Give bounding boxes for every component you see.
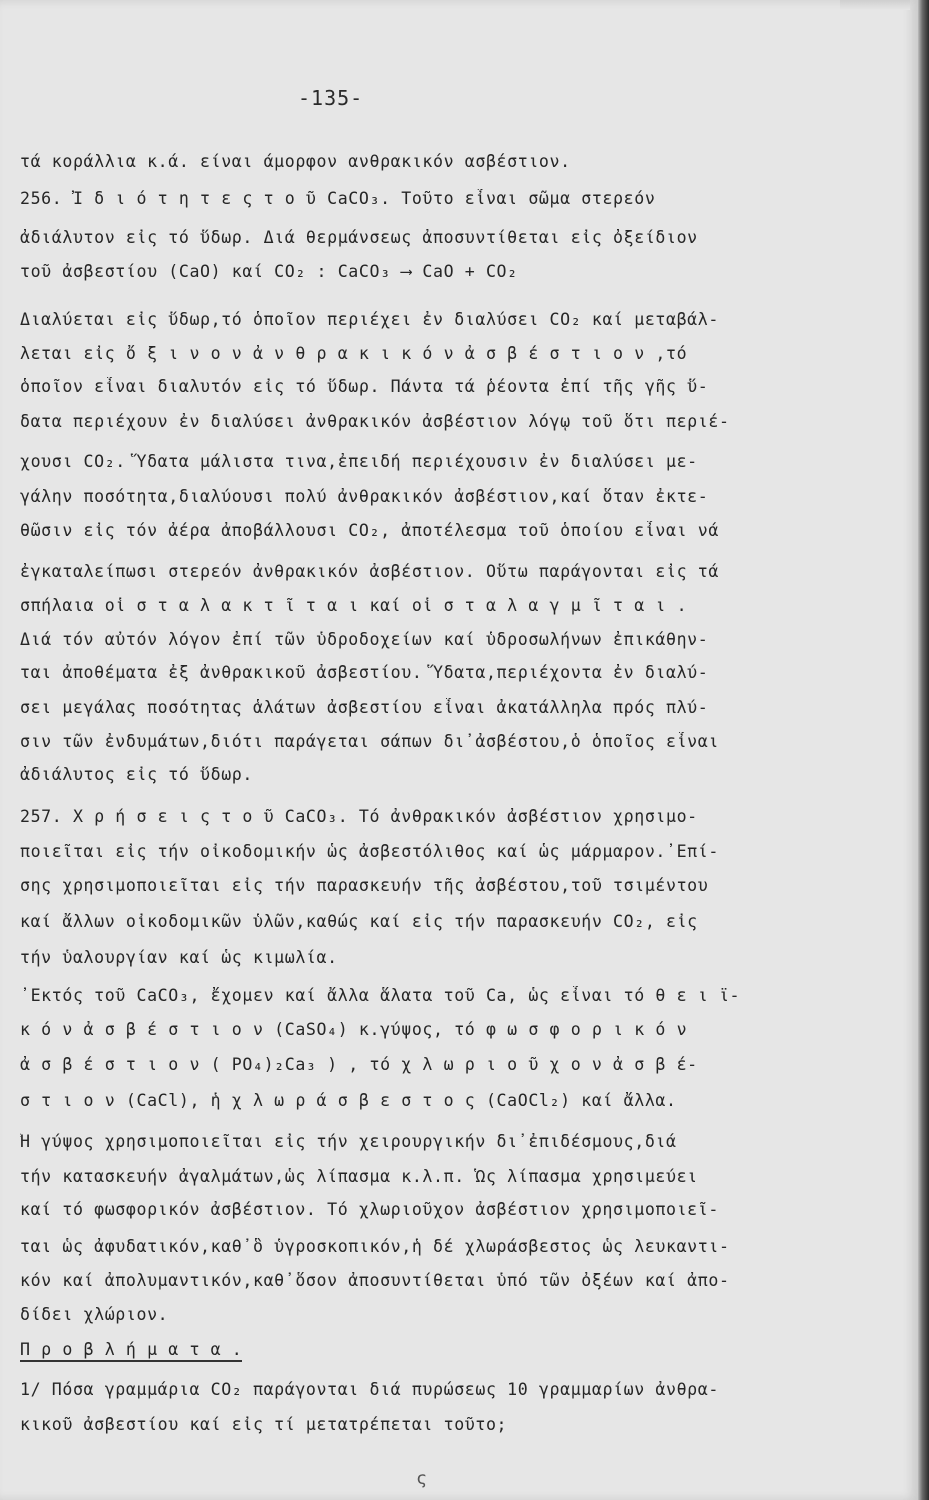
text-line: δίδει χλώριον. <box>20 1305 169 1324</box>
text-line: κ ό ν ἀ σ β έ σ τ ι ο ν (CaSO₄) κ.γύψος, τό φ ω σ φ ο ρ ι κ ό ν <box>20 1020 688 1039</box>
text-line: ἀδιάλυτος εἰς τό ὕδωρ. <box>20 765 253 784</box>
text-line: θῶσιν εἰς τόν ἀέρα ἀποβάλλουσι CO₂, ἀποτέλεσμα τοῦ ὁποίου εἶναι νά <box>20 521 719 540</box>
text-line: γάλην ποσότητα,διαλύουσι πολύ ἀνθρακικόν ἀσβέστιον,καί ὅταν ἐκτε- <box>20 487 709 506</box>
text-line: κόν καί ἀπολυμαντικόν,καθ᾽ὅσον ἀποσυντίθεται ὑπό τῶν ὀξέων καί ἀπο- <box>20 1271 730 1290</box>
page-edge-shadow <box>918 0 929 1500</box>
problem-line: κικοῦ ἀσβεστίου καί εἰς τί μετατρέπεται τοῦτο; <box>20 1415 508 1434</box>
text-line: ἀ σ β έ σ τ ι ο ν ( PO₄)₂Ca₃ ) , τό χ λ ω ρ ι ο ῦ χ ο ν ἀ σ β έ- <box>20 1055 698 1074</box>
text-line: χουσι CO₂. Ὕδατα μάλιστα τινα,ἐπειδή περιέχουσιν ἐν διαλύσει με- <box>20 452 698 471</box>
text-line: σπήλαια οἱ σ τ α λ α κ τ ῖ τ α ι καί οἱ σ τ α λ α γ μ ῖ τ α ι . <box>20 596 688 615</box>
page-number: -135- <box>298 86 364 110</box>
text-line: ποιεῖται εἰς τήν οἰκοδομικήν ὡς ἀσβεστόλιθος καί ὡς μάρμαρον.᾽Επί- <box>20 842 719 861</box>
text-line: τήν κατασκευήν ἀγαλμάτων,ὡς λίπασμα κ.λ.π. Ὡς λίπασμα χρησιμεύει <box>20 1167 698 1186</box>
text-line: Διά τόν αὐτόν λόγον ἐπί τῶν ὑδροδοχείων καί ὑδροσωλήνων ἐπικάθην- <box>20 630 709 649</box>
text-line: σει μεγάλας ποσότητας ἁλάτων ἀσβεστίου εἶναι ἀκατάλληλα πρός πλύ- <box>20 698 709 717</box>
text-line: ται ἀποθέματα ἐξ ἀνθρακικοῦ ἀσβεστίου. Ὕδατα,περιέχοντα ἐν διαλύ- <box>20 663 709 682</box>
text-line: ται ὡς ἀφυδατικόν,καθ᾽ὃ ὑγροσκοπικόν,ἡ δέ χλωράσβεστος ὡς λευκαντι- <box>20 1237 730 1256</box>
text-line: ἀδιάλυτον εἰς τό ὕδωρ. Διά θερμάνσεως ἀποσυντίθεται εἰς ὀξείδιον <box>20 228 698 247</box>
text-line: σης χρησιμοποιεῖται εἰς τήν παρασκευήν τῆς ἀσβέστου,τοῦ τσιμέντου <box>20 876 709 895</box>
text-line: σιν τῶν ἐνδυμάτων,διότι παράγεται σάπων δι᾽ἀσβέστου,ὁ ὁποῖος εἶναι <box>20 732 719 751</box>
page-corner <box>840 0 910 10</box>
text-line: δατα περιέχουν ἐν διαλύσει ἀνθρακικόν ἀσβέστιον λόγῳ τοῦ ὅτι περιέ- <box>20 412 730 431</box>
text-line: καί ἄλλων οἰκοδομικῶν ὑλῶν,καθώς καί εἰς τήν παρασκευήν CO₂, εἰς <box>20 912 698 931</box>
text-line: τήν ὑαλουργίαν καί ὡς κιμωλία. <box>20 948 338 967</box>
text-line: λεται εἰς ὄ ξ ι ν ο ν ἀ ν θ ρ α κ ι κ ό ν ἀ σ β έ σ τ ι ο ν ,τό <box>20 344 688 363</box>
text-line: τά κοράλλια κ.ά. είναι άμορφον ανθρακικόν ασβέστιον. <box>20 152 571 171</box>
text-line: σ τ ι ο ν (CaCl), ἡ χ λ ω ρ ά σ β ε σ τ ο ς (CaOCl₂) καί ἄλλα. <box>20 1091 677 1110</box>
problems-heading: Π ρ ο β λ ή μ α τ α . <box>20 1340 242 1362</box>
equation-line: τοῦ ἀσβεστίου (CaO) καί CO₂ : CaCO₃ ⟶ CaO + CO₂ <box>20 262 518 281</box>
text-line: ὁποῖον εἶναι διαλυτόν εἰς τό ὕδωρ. Πάντα τά ῥέοντα ἐπί τῆς γῆς ὕ- <box>20 377 709 396</box>
text-line: καί τό φωσφορικόν ἀσβέστιον. Τό χλωριοῦχον ἀσβέστιον χρησιμοποιεῖ- <box>20 1200 719 1219</box>
footer-mark: ς <box>416 1468 427 1489</box>
problem-line: 1/ Πόσα γραμμάρια CO₂ παράγονται διά πυρώσεως 10 γραμμαρίων ἀνθρα- <box>20 1380 719 1399</box>
section-heading-257: 257. Χ ρ ή σ ε ι ς τ ο ῦ CaCO₃. Τό ἀνθρακικόν ἀσβέστιον χρησιμο- <box>20 807 698 826</box>
text-line: ἐγκαταλείπωσι στερεόν ἀνθρακικόν ἀσβέστιον. Οὕτω παράγονται εἰς τά <box>20 562 719 581</box>
section-heading-256: 256. Ἰ δ ι ό τ η τ ε ς τ ο ῦ CaCO₃. Τοῦτο εἶναι σῶμα στερεόν <box>20 189 656 208</box>
text-line: Ἡ γύψος χρησιμοποιεῖται εἰς τήν χειρουργικήν δι᾽ἐπιδέσμους,διά <box>20 1132 677 1151</box>
text-line: Διαλύεται εἰς ὕδωρ,τό ὁποῖον περιέχει ἐν διαλύσει CO₂ καί μεταβάλ- <box>20 310 719 329</box>
text-line: ᾽Εκτός τοῦ CaCO₃, ἔχομεν καί ἄλλα ἅλατα τοῦ Ca, ὡς εἶναι τό θ ε ι ϊ- <box>20 986 741 1005</box>
